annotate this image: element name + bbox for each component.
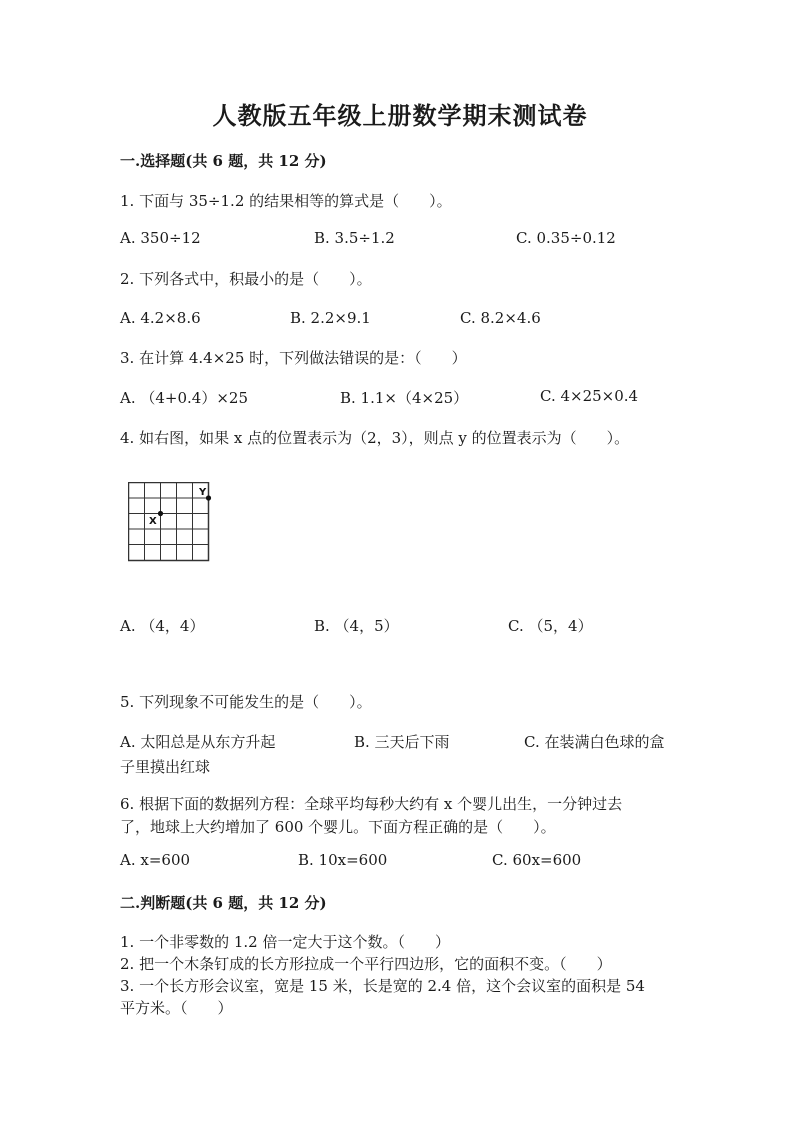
question-2-option-a: A. 4.2×8.6 [120, 309, 201, 327]
question-6-option-b: B. 10x=600 [298, 851, 388, 869]
question-6-stem-line-1: 6. 根据下面的数据列方程：全球平均每秒大约有 x 个婴儿出生，一分钟过去 [120, 795, 623, 813]
question-5-option-c: C. 在装满白色球的盒 [524, 733, 665, 751]
judgement-1: 1. 一个非零数的 1.2 倍一定大于这个数。（ ） [120, 933, 450, 951]
question-1-stem: 1. 下面与 35÷1.2 的结果相等的算式是（ ）。 [120, 192, 452, 210]
point-y-label: Y [199, 487, 207, 498]
question-2-option-c: C. 8.2×4.6 [460, 309, 541, 327]
question-2-stem: 2. 下列各式中，积最小的是（ ）。 [120, 270, 372, 288]
question-4-option-a: A. （4，4） [120, 617, 205, 635]
question-3-option-c: C. 4×25×0.4 [540, 387, 639, 405]
judgement-2: 2. 把一个木条钉成的长方形拉成一个平行四边形，它的面积不变。（ ） [120, 955, 612, 973]
question-5-option-a: A. 太阳总是从东方升起 [120, 733, 276, 751]
section-heading-choice: 一.选择题(共 6 题，共 12 分) [120, 152, 327, 170]
question-6-option-a: A. x=600 [120, 851, 191, 869]
question-1-option-a: A. 350÷12 [120, 229, 201, 247]
question-4-stem: 4. 如右图，如果 x 点的位置表示为（2，3），则点 y 的位置表示为（ ）。 [120, 429, 630, 447]
question-5-option-c-continued: 子里摸出红球 [120, 758, 211, 776]
coordinate-grid-figure [128, 482, 214, 562]
question-6-option-c: C. 60x=600 [492, 851, 582, 869]
point-x [158, 511, 163, 516]
question-4-option-b: B. （4，5） [314, 617, 399, 635]
question-3-stem: 3. 在计算 4.4×25 时，下列做法错误的是：（ ） [120, 349, 467, 367]
question-2-option-b: B. 2.2×9.1 [290, 309, 371, 327]
question-3-option-a: A. （4+0.4）×25 [120, 389, 248, 407]
question-5-option-b: B. 三天后下雨 [354, 733, 450, 751]
judgement-3-continued: 平方米。（ ） [120, 999, 233, 1017]
point-y [206, 495, 211, 500]
question-4-option-c: C. （5，4） [508, 617, 593, 635]
question-6-stem-line-2: 了，地球上大约增加了 600 个婴儿。下面方程正确的是（ ）。 [120, 818, 556, 836]
question-1-option-b: B. 3.5÷1.2 [314, 229, 395, 247]
section-heading-judgement: 二.判断题(共 6 题，共 12 分) [120, 894, 327, 912]
question-3-option-b: B. 1.1×（4×25） [340, 389, 469, 407]
judgement-3: 3. 一个长方形会议室，宽是 15 米，长是宽的 2.4 倍，这个会议室的面积是 54 [120, 977, 645, 995]
point-x-label: X [149, 516, 157, 527]
question-5-stem: 5. 下列现象不可能发生的是（ ）。 [120, 693, 372, 711]
page-title: 人教版五年级上册数学期末测试卷 [212, 101, 588, 130]
question-1-option-c: C. 0.35÷0.12 [516, 229, 616, 247]
